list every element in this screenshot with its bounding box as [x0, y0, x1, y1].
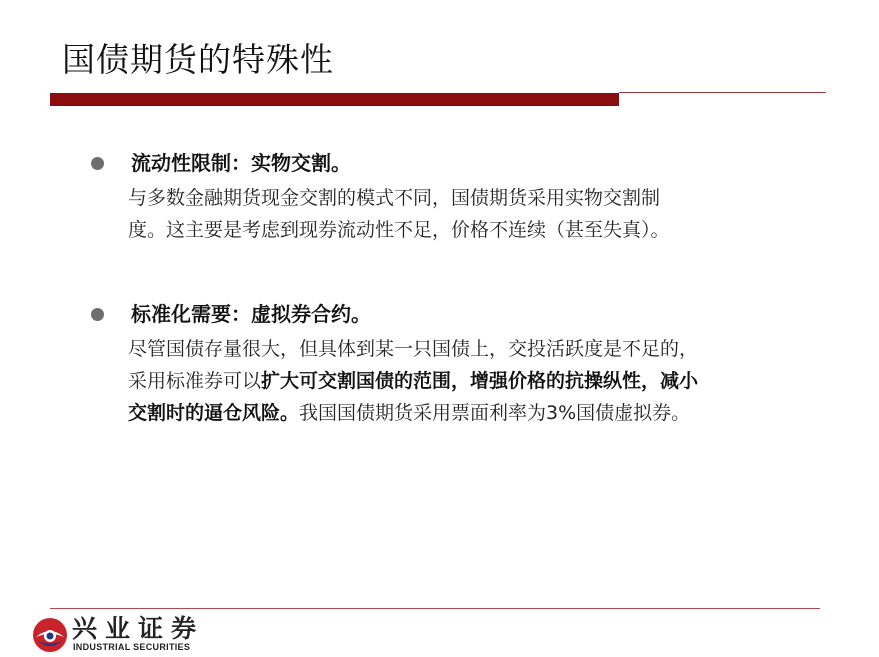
- title-underline-bar: [50, 93, 619, 106]
- body-emphasis: 扩大可交割国债的范围，增强价格的抗操纵性，减小: [261, 370, 699, 392]
- company-logo: [30, 615, 250, 655]
- footer-divider: [50, 608, 820, 609]
- body-text: 采用标准券可以: [128, 370, 262, 392]
- bullet-dot-icon: [91, 308, 104, 321]
- body-text: 我国国债期货采用票面利率为3%国债虚拟券。: [299, 402, 691, 424]
- body-line: [128, 365, 788, 397]
- slide-title: 国债期货的特殊性: [62, 40, 334, 79]
- body-emphasis: 交割时的逼仓风险。: [128, 402, 300, 424]
- bullet-liquidity: [88, 148, 808, 246]
- body-line: 与多数金融期货现金交割的模式不同，国债期货采用实物交割制: [128, 187, 661, 209]
- body-line: 度。这主要是考虑到现券流动性不足，价格不连续（甚至失真）。: [128, 219, 670, 241]
- bullet-body: [128, 182, 788, 246]
- body-line: [128, 397, 788, 429]
- body-line: 尽管国债存量很大，但具体到某一只国债上，交投活跃度是不足的，: [128, 338, 699, 360]
- bullet-dot-icon: [91, 157, 104, 170]
- bullet-body: [128, 333, 788, 429]
- bullet-standardization: [88, 299, 808, 429]
- logo-english-name: INDUSTRIAL SECURITIES: [73, 642, 191, 652]
- title-underline-thin: [619, 92, 826, 93]
- bullet-heading: 流动性限制：实物交割。: [131, 151, 351, 175]
- logo-emblem-icon: [30, 615, 70, 655]
- logo-chinese-name: 兴业证券: [72, 614, 205, 643]
- bullet-heading: 标准化需要：虚拟券合约。: [131, 302, 371, 326]
